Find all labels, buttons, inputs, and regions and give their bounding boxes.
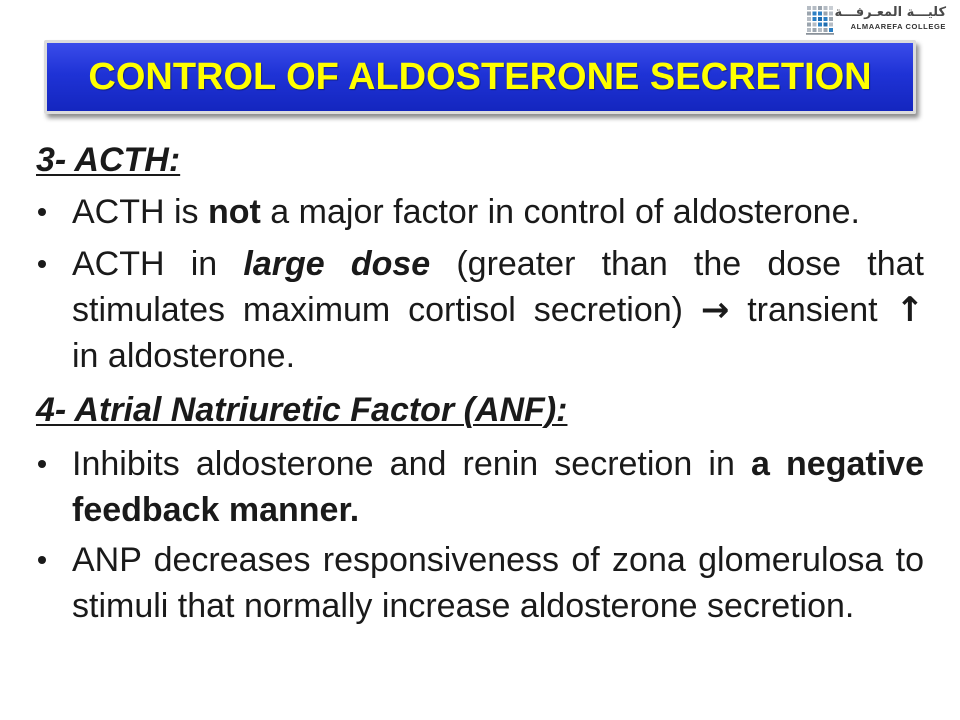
- text-run-bold-italic: large dose: [243, 245, 431, 283]
- bullet-line: [72, 241, 924, 287]
- logo-arabic-name: كليـــة المعـرفـــة: [834, 5, 946, 20]
- building-logo-icon: [806, 5, 836, 35]
- bullet-line: [72, 537, 924, 583]
- bullet-line: [72, 333, 924, 379]
- title-banner: [44, 40, 916, 114]
- slide-body: [36, 137, 924, 629]
- text-run: stimuli that normally increase aldosterone secretion.: [72, 587, 855, 625]
- bullet-line: [72, 189, 924, 235]
- text-run-bold: feedback manner.: [72, 491, 360, 529]
- right-arrow-icon: →: [700, 290, 730, 330]
- bullet-acth-large-dose: [36, 241, 924, 379]
- text-run: Inhibits aldosterone and renin secretion in: [72, 445, 751, 483]
- text-run: (greater than the dose that: [430, 245, 924, 283]
- text-run: ANP decreases responsiveness of zona glomerulosa to: [72, 541, 924, 579]
- text-run: stimulates maximum cortisol secretion): [72, 291, 701, 329]
- bullet-acth-not-major-factor: [36, 189, 924, 235]
- bullet-anf-inhibits: [36, 441, 924, 533]
- slide-title: CONTROL OF ALDOSTERONE SECRETION: [88, 56, 872, 98]
- text-run: transient: [729, 291, 896, 329]
- logo-english-name: ALMAAREFA COLLEGE: [850, 22, 946, 31]
- bullet-marker: [38, 460, 46, 468]
- section-heading-anf: 4- Atrial Natriuretic Factor (ANF):: [36, 391, 568, 429]
- bullet-marker: [38, 260, 46, 268]
- text-run: in aldosterone.: [72, 337, 296, 375]
- bullet-marker: [38, 208, 46, 216]
- college-logo: [806, 4, 948, 36]
- section-heading-acth: 3- ACTH:: [36, 141, 181, 179]
- bullet-line: [72, 583, 924, 629]
- up-arrow-icon: ↑: [895, 290, 924, 330]
- bullet-line: [72, 487, 924, 533]
- logo-text: [834, 4, 946, 32]
- text-run: ACTH is: [72, 193, 208, 231]
- text-run: a major factor in control of aldosterone.: [260, 193, 860, 231]
- bullet-anp-responsiveness: [36, 537, 924, 629]
- text-run-bold: not: [208, 193, 261, 231]
- text-run: ACTH in: [72, 245, 244, 283]
- bullet-marker: [38, 556, 46, 564]
- bullet-line: [72, 287, 924, 333]
- text-run-bold: a negative: [750, 445, 924, 483]
- bullet-line: [72, 441, 924, 487]
